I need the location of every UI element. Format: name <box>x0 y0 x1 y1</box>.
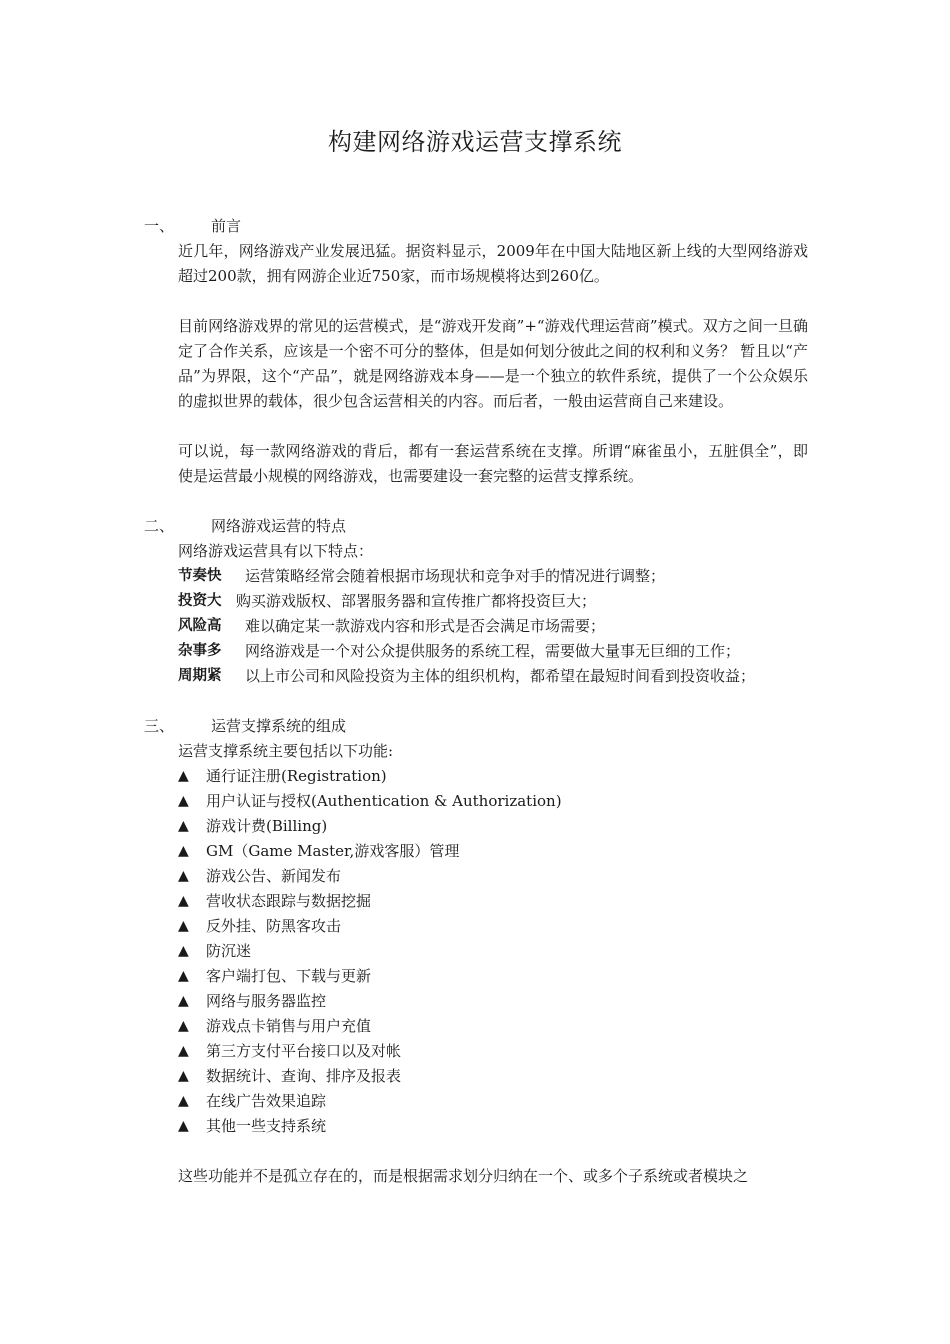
triangle-bullet-icon: ▲ <box>178 843 189 859</box>
bullet-item <box>178 1039 808 1064</box>
triangle-bullet-icon: ▲ <box>178 1068 189 1084</box>
section-heading-2 <box>144 514 808 539</box>
document-title: 构建网络游戏运营支撑系统 <box>328 128 622 156</box>
triangle-bullet-icon: ▲ <box>178 893 189 909</box>
triangle-bullet-icon: ▲ <box>178 968 189 984</box>
feature-desc: 运营策略经常会随着根据市场现状和竞争对手的情况进行调整； <box>245 567 666 585</box>
document-body <box>144 214 808 1189</box>
bullet-text: 反外挂、防黑客攻击 <box>206 917 342 935</box>
bullet-item <box>178 839 808 864</box>
feature-term: 节奏快 <box>178 568 222 584</box>
triangle-bullet-icon: ▲ <box>178 993 189 1009</box>
bullet-item <box>178 914 808 939</box>
triangle-bullet-icon: ▲ <box>178 818 189 834</box>
triangle-bullet-icon: ▲ <box>178 768 189 784</box>
triangle-bullet-icon: ▲ <box>178 868 189 884</box>
bullet-item <box>178 1089 808 1114</box>
triangle-bullet-icon: ▲ <box>178 943 189 959</box>
bullet-text: 游戏公告、新闻发布 <box>206 867 342 885</box>
triangle-bullet-icon: ▲ <box>178 1118 189 1134</box>
triangle-bullet-icon: ▲ <box>178 1043 189 1059</box>
bullet-text: 客户端打包、下载与更新 <box>206 967 372 985</box>
feature-item <box>178 664 808 689</box>
feature-item <box>178 614 808 639</box>
bullet-item <box>178 814 808 839</box>
feature-item <box>178 639 808 664</box>
closing-paragraph: 这些功能并不是孤立存在的，而是根据需求划分归纳在一个、或多个子系统或者模块之 <box>178 1167 749 1185</box>
section-heading-3 <box>144 714 808 739</box>
bullet-item <box>178 789 808 814</box>
section-intro: 运营支撑系统主要包括以下功能: <box>178 742 394 760</box>
bullet-text: 第三方支付平台接口以及对帐 <box>206 1042 402 1060</box>
bullet-text: 营收状态跟踪与数据挖掘 <box>206 892 372 910</box>
bullet-text: 通行证注册(Registration) <box>206 767 387 785</box>
bullet-item <box>178 989 808 1014</box>
section-number: 三、 <box>144 717 175 735</box>
feature-desc: 难以确定某一款游戏内容和形式是否会满足市场需要； <box>245 617 606 635</box>
feature-item <box>178 589 808 614</box>
bullet-item <box>178 1064 808 1089</box>
bullet-list <box>144 764 808 1139</box>
bullet-text: 游戏点卡销售与用户充值 <box>206 1017 372 1035</box>
feature-item <box>178 564 808 589</box>
feature-desc: 网络游戏是一个对公众提供服务的系统工程，需要做大量事无巨细的工作； <box>245 642 741 660</box>
bullet-text: 游戏计费(Billing) <box>206 817 328 835</box>
section-title: 前言 <box>211 217 242 235</box>
triangle-bullet-icon: ▲ <box>178 1018 189 1034</box>
feature-desc: 购买游戏版权、部署服务器和宣传推广都将投资巨大； <box>236 592 597 610</box>
paragraph: 目前网络游戏界的常见的运营模式，是“游戏开发商”+“游戏代理运营商”模式。双方之间一旦确定了合作关系，应该是一个密不可分的整体，但是如何划分彼此之间的权利和义务？ 暂且以“产品”为界限，这个“产品”，就是网络游戏本身——是一个独立的软件系统，提供了一个公众娱乐的虚拟世界的载体，很少包含运营相关的内容。而后者，一般由运营商自己来建设。 <box>178 317 808 410</box>
paragraph: 近几年，网络游戏产业发展迅猛。据资料显示，2009年在中国大陆地区新上线的大型网络游戏超过200款，拥有网游企业近750家，而市场规模将达到260亿。 <box>178 242 808 285</box>
section-number: 二、 <box>144 517 175 535</box>
triangle-bullet-icon: ▲ <box>178 1093 189 1109</box>
bullet-text: 网络与服务器监控 <box>206 992 327 1010</box>
section-number: 一、 <box>144 217 175 235</box>
bullet-text: 数据统计、查询、排序及报表 <box>206 1067 402 1085</box>
bullet-item <box>178 1014 808 1039</box>
bullet-text: 防沉迷 <box>206 942 252 960</box>
feature-term: 周期紧 <box>178 668 222 684</box>
section-intro: 网络游戏运营具有以下特点： <box>178 542 374 560</box>
bullet-item <box>178 939 808 964</box>
paragraph: 可以说，每一款网络游戏的背后，都有一套运营系统在支撑。所谓“麻雀虽小，五脏俱全”，即使是运营最小规模的网络游戏，也需要建设一套完整的运营支撑系统。 <box>178 442 808 485</box>
triangle-bullet-icon: ▲ <box>178 918 189 934</box>
feature-desc: 以上市公司和风险投资为主体的组织机构，都希望在最短时间看到投资收益； <box>245 667 756 685</box>
section-title: 网络游戏运营的特点 <box>211 517 347 535</box>
bullet-text: GM（Game Master,游戏客服）管理 <box>206 842 460 860</box>
feature-term: 投资大 <box>178 593 222 609</box>
bullet-item <box>178 964 808 989</box>
triangle-bullet-icon: ▲ <box>178 793 189 809</box>
bullet-item <box>178 889 808 914</box>
bullet-text: 在线广告效果追踪 <box>206 1092 327 1110</box>
bullet-item <box>178 864 808 889</box>
bullet-text: 其他一些支持系统 <box>206 1117 327 1135</box>
section-title: 运营支撑系统的组成 <box>211 717 347 735</box>
feature-term: 风险高 <box>178 618 222 634</box>
bullet-text: 用户认证与授权(Authentication & Authorization) <box>206 792 562 810</box>
bullet-item <box>178 1114 808 1139</box>
section-heading-1 <box>144 214 808 239</box>
feature-term: 杂事多 <box>178 643 222 659</box>
bullet-item <box>178 764 808 789</box>
